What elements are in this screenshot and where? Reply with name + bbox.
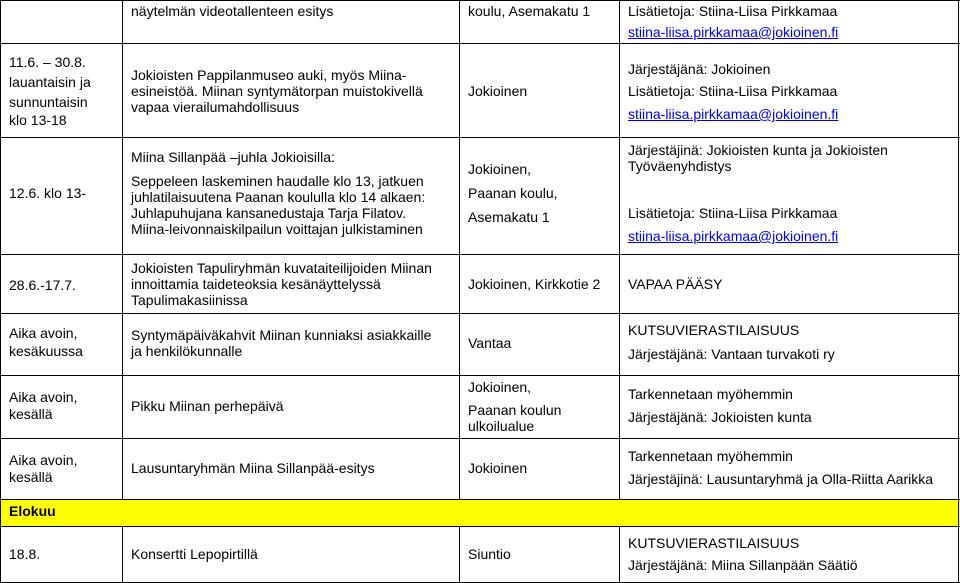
event-place: Siuntio <box>468 546 511 562</box>
event-description: Seppeleen laskeminen haudalle klo 13, jatkuen <box>131 173 424 189</box>
grid-line <box>122 0 123 499</box>
grid-line <box>619 526 620 583</box>
info-organizer: Järjestäjinä: Lausuntaryhmä ja Olla-Riitta Aarikka <box>628 471 934 487</box>
info-contact: Lisätietoja: Stiina-Liisa Pirkkamaa <box>628 83 838 99</box>
event-description: juhlatilaisuutena Paanan koululla klo 14 alkaen: <box>131 189 426 205</box>
info-admission: KUTSUVIERASTILAISUUS <box>628 535 800 551</box>
grid-line <box>0 0 1 583</box>
event-place: Paanan koulun <box>468 402 562 418</box>
event-date: kesällä <box>9 406 53 422</box>
grid-line <box>0 526 960 527</box>
event-date: 11.6. – 30.8. <box>9 54 86 70</box>
info-organizer: Työväenyhdistys <box>628 158 732 174</box>
info-organizer: Järjestäjänä: Miina Sillanpään Säätiö <box>628 557 858 573</box>
event-date: 28.6.-17.7. <box>9 277 76 293</box>
event-description: vapaa vierailumahdollisuus <box>131 99 300 115</box>
event-description: esineistöä. Miinan syntymätorpan muistokivellä <box>131 83 423 99</box>
event-title: Miina Sillanpää –juhla Jokioisilla: <box>131 149 335 165</box>
grid-line <box>459 0 460 499</box>
grid-line <box>0 0 960 1</box>
event-place: ulkoilualue <box>468 418 535 434</box>
event-date: sunnuntaisin <box>9 94 88 110</box>
month-highlight <box>0 499 960 526</box>
event-date: Aika avoin, <box>9 325 78 341</box>
email-link[interactable]: stiina-liisa.pirkkamaa@jokioinen.fi <box>628 106 839 122</box>
event-description: Konsertti Lepopirtillä <box>131 546 258 562</box>
info-status: Tarkennetaan myöhemmin <box>628 386 793 402</box>
event-description: ja henkilökunnalle <box>131 343 243 359</box>
event-description: Tapulimakasiinissa <box>131 292 248 308</box>
month-heading: Elokuu <box>9 503 56 519</box>
event-place: Jokioinen, Kirkkotie 2 <box>468 276 601 292</box>
info-organizer: Järjestäjänä: Vantaan turvakoti ry <box>628 346 835 362</box>
event-place: Jokioinen, <box>468 161 532 177</box>
event-place: Asemakatu 1 <box>468 209 550 225</box>
event-description: Syntymäpäiväkahvit Miinan kunniaksi asiakkaille <box>131 327 432 343</box>
event-place: Vantaa <box>468 335 512 351</box>
grid-line <box>122 526 123 583</box>
event-date: kesällä <box>9 469 53 485</box>
info-organizer: Järjestäjänä: Jokioisten kunta <box>628 409 812 425</box>
event-date: lauantaisin ja <box>9 74 91 90</box>
email-link[interactable]: stiina-liisa.pirkkamaa@jokioinen.fi <box>628 24 839 40</box>
info-organizer: Järjestäjinä: Jokioisten kunta ja Jokioisten <box>628 142 888 158</box>
info-status: Tarkennetaan myöhemmin <box>628 448 793 464</box>
event-description: Jokioisten Tapuliryhmän kuvataiteilijoiden Miinan <box>131 260 432 276</box>
event-date: kesäkuussa <box>9 343 83 359</box>
grid-line <box>619 0 620 499</box>
event-place: Jokioinen <box>468 460 528 476</box>
info-organizer: Järjestäjänä: Jokioinen <box>628 61 771 77</box>
event-place: koulu, Asemakatu 1 <box>468 3 591 19</box>
event-description: innoittamia taideteoksia kesänäyttelyssä <box>131 276 381 292</box>
grid-line <box>0 499 960 500</box>
event-description: Juhlapuhujana kansanedustaja Tarja Filatov. <box>131 205 407 221</box>
info-contact: Lisätietoja: Stiina-Liisa Pirkkamaa <box>628 3 838 19</box>
event-description: Miina-leivonnaiskilpailun voittajan julkistaminen <box>131 221 423 237</box>
grid-line <box>0 254 960 255</box>
info-contact: Lisätietoja: Stiina-Liisa Pirkkamaa <box>628 205 838 221</box>
event-date: 18.8. <box>9 546 41 562</box>
info-admission: KUTSUVIERASTILAISUUS <box>628 322 800 338</box>
event-date: 12.6. klo 13- <box>9 185 87 201</box>
info-admission: VAPAA PÄÄSY <box>628 276 723 292</box>
event-place: Jokioinen, <box>468 379 532 395</box>
grid-line <box>0 313 960 314</box>
event-description: Lausuntaryhmän Miina Sillanpää-esitys <box>131 460 375 476</box>
grid-line <box>958 0 959 583</box>
event-description: Pikku Miinan perhepäivä <box>131 398 284 414</box>
grid-line <box>0 137 960 138</box>
grid-line <box>0 43 960 44</box>
event-description: Jokioisten Pappilanmuseo auki, myös Miina- <box>131 67 407 83</box>
grid-line <box>0 375 960 376</box>
grid-line <box>459 526 460 583</box>
event-date: klo 13-18 <box>9 112 67 128</box>
email-link[interactable]: stiina-liisa.pirkkamaa@jokioinen.fi <box>628 228 839 244</box>
event-place: Paanan koulu, <box>468 185 558 201</box>
event-date: Aika avoin, <box>9 452 78 468</box>
event-description: näytelmän videotallenteen esitys <box>131 3 334 19</box>
event-place: Jokioinen <box>468 83 528 99</box>
event-date: Aika avoin, <box>9 389 78 405</box>
grid-line <box>0 438 960 439</box>
